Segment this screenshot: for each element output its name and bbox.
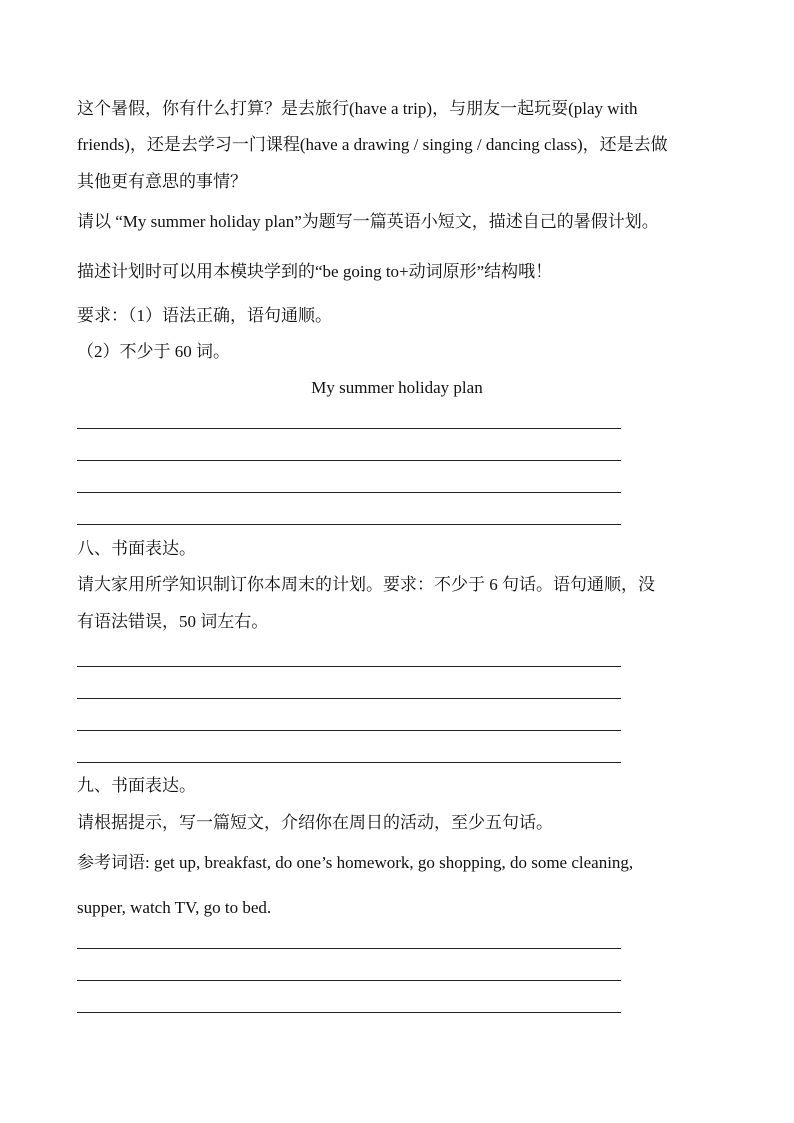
answer-line <box>77 730 621 731</box>
section-eight-prompt-line-2: 有语法错误，50 词左右。 <box>77 612 269 631</box>
section-nine-reference-line-2: supper, watch TV, go to bed. <box>77 898 272 917</box>
section-nine-prompt-line-1: 请根据提示，写一篇短文，介绍你在周日的活动，至少五句话。 <box>77 813 553 832</box>
section-seven-intro-line-3: 其他更有意思的事情？ <box>77 172 247 191</box>
section-eight-heading: 八、书面表达。 <box>77 539 196 558</box>
answer-line <box>77 492 621 493</box>
answer-line <box>77 428 621 429</box>
section-nine-reference-line-1: 参考词语: get up, breakfast, do one’s homework, go shopping, do some cleaning, <box>77 853 634 872</box>
answer-line <box>77 666 621 667</box>
section-seven-task-line: 请以 “My summer holiday plan”为题写一篇英语小短文，描述自己的暑假计划。 <box>77 212 659 231</box>
section-seven-hint-line: 描述计划时可以用本模块学到的“be going to+动词原形”结构哦！ <box>77 262 553 281</box>
section-seven-intro-line-2: friends)，还是去学习一门课程(have a drawing / singing / dancing class)，还是去做 <box>77 135 668 154</box>
section-seven-requirement-2: （2）不少于 60 词。 <box>77 342 230 361</box>
answer-line <box>77 460 621 461</box>
section-seven-requirement-1: 要求：（1）语法正确，语句通顺。 <box>77 306 332 325</box>
answer-line <box>77 1012 621 1013</box>
section-seven-intro-line-1: 这个暑假，你有什么打算？是去旅行(have a trip)，与朋友一起玩耍(play with <box>77 99 638 118</box>
answer-line <box>77 524 621 525</box>
essay-title: My summer holiday plan <box>311 378 483 397</box>
section-nine-heading: 九、书面表达。 <box>77 776 196 795</box>
section-eight-prompt-line-1: 请大家用所学知识制订你本周末的计划。要求：不少于 6 句话。语句通顺，没 <box>77 575 655 594</box>
answer-line <box>77 980 621 981</box>
answer-line <box>77 948 621 949</box>
answer-line <box>77 698 621 699</box>
answer-line <box>77 762 621 763</box>
